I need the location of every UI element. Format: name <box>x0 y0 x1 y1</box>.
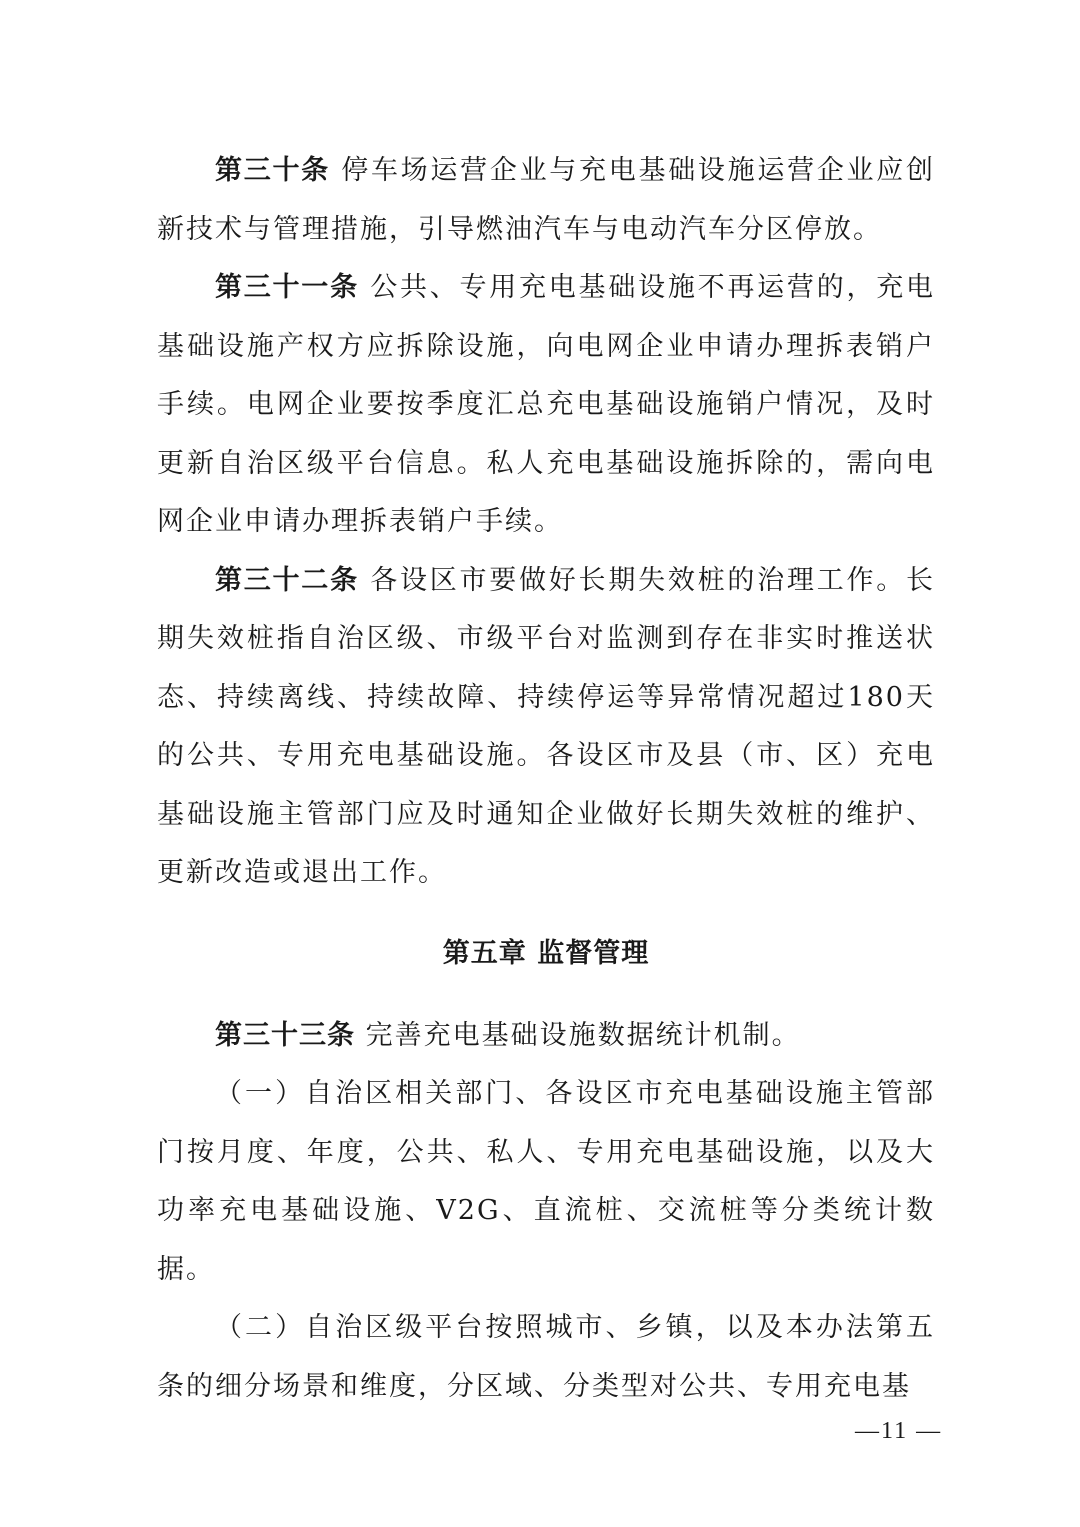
page-number: —11 — <box>855 1418 943 1444</box>
article-heading: 第三十二条 <box>215 564 359 596</box>
article-heading: 第三十条 <box>215 155 330 186</box>
article-heading: 第三十一条 <box>215 272 359 303</box>
chapter-title: 第五章 监督管理 <box>442 937 650 969</box>
article-text: 公共、专用充电基础设施不再运营的，充电基础设施产权方应拆除设施，向电网企业申请办理拆表销户手续。电网企业要按季度汇总充电基础设施销户情况，及时更新自治区级平台信息。私人充电基础设施拆除的，需向电网企业申请办理拆表销户手续。 <box>157 272 935 537</box>
article-33 <box>157 1007 935 1066</box>
clause-2 <box>157 1299 935 1416</box>
clause-text: （一）自治区相关部门、各设区市充电基础设施主管部门按月度、年度，公共、私人、专用充电基础设施，以及大功率充电基础设施、V2G、直流桩、交流桩等分类统计数据。 <box>157 1078 935 1285</box>
article-32 <box>157 552 935 903</box>
article-30 <box>157 142 935 259</box>
article-text: 各设区市要做好长期失效桩的治理工作。长期失效桩指自治区级、市级平台对监测到存在非实时推送状态、持续离线、持续故障、持续停运等异常情况超过180天的公共、专用充电基础设施。各设区市及县（市、区）充电基础设施主管部门应及时通知企业做好长期失效桩的维护、更新改造或退出工作。 <box>157 564 935 888</box>
clause-text: （二）自治区级平台按照城市、乡镇，以及本办法第五条的细分场景和维度，分区域、分类型对公共、专用充电基 <box>157 1312 935 1402</box>
article-31 <box>157 259 935 552</box>
clause-1 <box>157 1065 935 1299</box>
document-body <box>157 142 935 1416</box>
article-heading: 第三十三条 <box>215 1019 355 1051</box>
article-text: 完善充电基础设施数据统计机制。 <box>355 1019 801 1051</box>
article-text: 停车场运营企业与充电基础设施运营企业应创新技术与管理措施，引导燃油汽车与电动汽车分区停放。 <box>157 155 935 245</box>
